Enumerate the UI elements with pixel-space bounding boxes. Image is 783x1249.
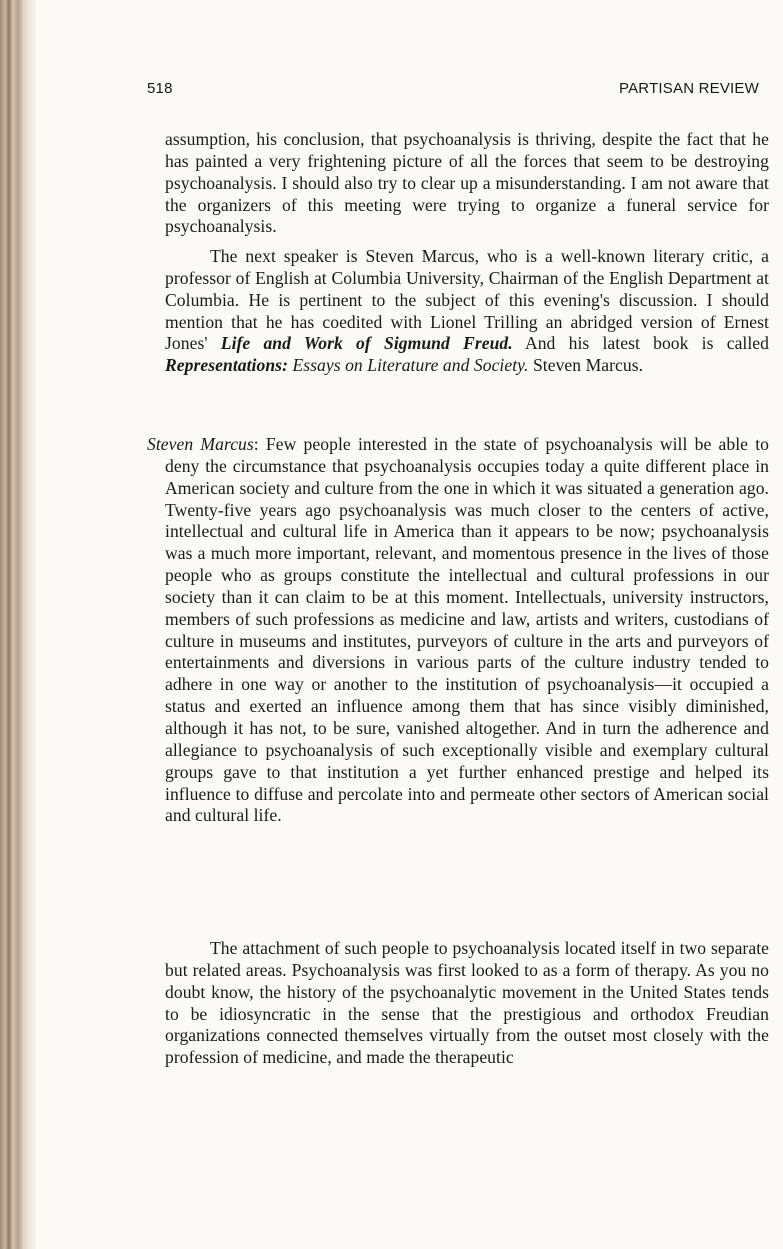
paragraph-continuation xyxy=(165,129,769,238)
book-page xyxy=(36,0,783,1249)
book-title-representations: Representations: xyxy=(165,355,288,376)
book-binding-edge xyxy=(0,0,36,1249)
speaker-name: Steven Marcus xyxy=(147,434,254,454)
running-head xyxy=(147,80,759,102)
paragraph-text: The next speaker is Steven Marcus, who is a well-known literary critic, a professor of English at Columbia University, Chairman of the English Department at Columbia. He is pertinent to the subject of this evening's discussion. I should mention that he has coedited with Lionel Trilling an abridged version of Ernest Jones' xyxy=(165,246,769,354)
journal-title: PARTISAN REVIEW xyxy=(619,80,759,97)
book-subtitle: Essays on Literature and Society. xyxy=(288,355,529,376)
book-title-life-and-work: Life and Work of Sigmund Freud. xyxy=(220,333,513,354)
page-number: 518 xyxy=(147,80,173,97)
paragraph-text: Steven Marcus. xyxy=(528,355,644,376)
paragraph-text: assumption, his conclusion, that psychoanalysis is thriving, despite the fact that he has painted a very frightening picture of all the forces that seem to be destroying psychoanalysis. I should also try to clear up a misunderstanding. I am not aware that the organizers of this meeting were trying to organize a funeral service for psychoanalysis. xyxy=(165,129,769,237)
paragraph-introduction xyxy=(165,246,769,377)
paragraph-body xyxy=(165,938,769,1069)
paragraph-text: And his latest book is called xyxy=(512,333,770,354)
paragraph-text: : Few people interested in the state of psychoanalysis will be able to deny the circumstance that psychoanalysis occupies today a quite different place in American society and culture from the one in which it was situated a generation ago. Twenty-five years ago psychoanalysis was much closer to the centers of active, intellectual and cultural life in America than it appears to be now; psychoanalysis was a much more important, relevant, and momentous presence in the lives of those people who as groups constitute the intellectual and cultural professions in our society than it can claim to be at this moment. Intellectuals, university instructors, members of such professions as medicine and law, artists and writers, custodians of culture in museums and institutes, purveyors of culture in the arts and purveyors of entertainments and diversions in various parts of the culture industry tended to adhere in one way or another to the institution of psychoanalysis—it occupied a status and exerted an influence among them that has since visibly diminished, although it has not, to be sure, vanished altogether. And in turn the adherence and allegiance to psychoanalysis of such exceptionally visible and exemplary cultural groups gave to that institution a yet further enhanced prestige and helped its influence to diffuse and percolate into and permeate other sectors of American social and cultural life. xyxy=(165,434,769,826)
paragraph-text: The attachment of such people to psychoanalysis located itself in two separate but related areas. Psychoanalysis was first looked to as a form of therapy. As you no doubt know, the history of the psychoanalytic movement in the United States tends to be idiosyncratic in the sense that the prestigious and orthodox Freudian organizations connected themselves virtually from the outset most closely with the profession of medicine, and made the therapeutic xyxy=(165,938,769,1068)
speaker-paragraph xyxy=(147,434,769,827)
